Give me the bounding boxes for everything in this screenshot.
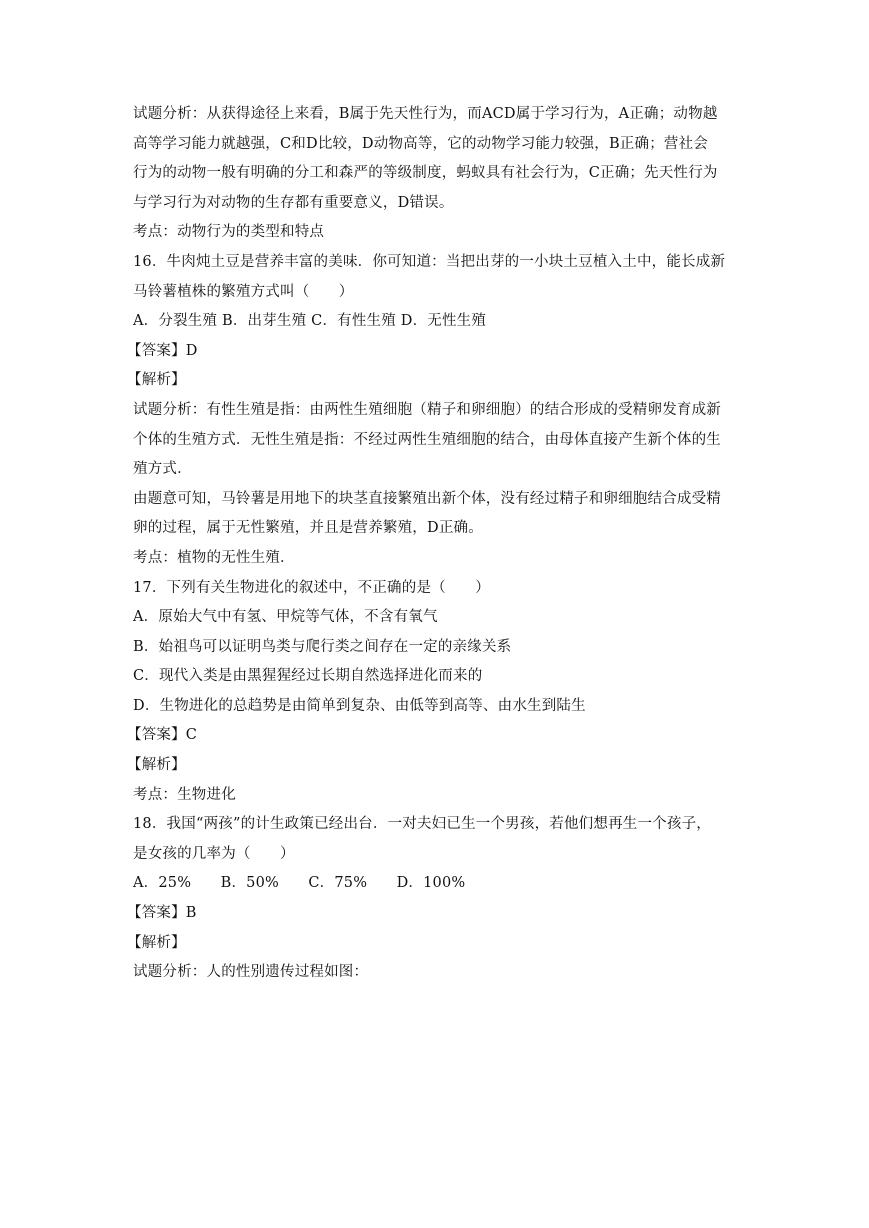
question-18-options: A．25% B．50% C．75% D．100%: [133, 875, 466, 892]
question-18-stem: 是女孩的几率为（ ）: [133, 845, 295, 862]
analysis-line: 试题分析：从获得途径上来看，B属于先天性行为，而ACD属于学习行为，A正确；动物越: [133, 106, 718, 122]
knowledge-point: 考点：生物进化: [133, 786, 236, 803]
knowledge-point: 考点：植物的无性生殖．: [133, 549, 295, 566]
analysis-line: 由题意可知，马铃薯是用地下的块茎直接繁殖出新个体，没有经过精子和卵细胞结合成受精: [133, 490, 721, 507]
analysis-line: 与学习行为对动物的生存都有重要意义，D错误。: [133, 194, 454, 211]
analysis-line: 高等学习能力就越强，C和D比较，D动物高等，它的动物学习能力较强，B正确；营社会: [133, 135, 708, 152]
analysis-label: 【解析】: [127, 934, 186, 951]
question-17-option-c: C．现代入类是由黑猩猩经过长期自然选择进化而来的: [133, 668, 483, 685]
analysis-line: 试题分析：有性生殖是指：由两性生殖细胞（精子和卵细胞）的结合形成的受精卵发育成新: [133, 401, 721, 418]
question-17-stem: 17．下列有关生物进化的叙述中，不正确的是（ ）: [133, 579, 490, 596]
analysis-line: 殖方式．: [133, 461, 192, 478]
question-17-option-d: D．生物进化的总趋势是由简单到复杂、由低等到高等、由水生到陆生: [133, 697, 586, 714]
analysis-label: 【解析】: [127, 372, 186, 389]
question-16-stem: 16．牛肉炖土豆是营养丰富的美味．你可知道：当把出芽的一小块土豆植入土中，能长成新: [133, 253, 726, 270]
knowledge-point: 考点：动物行为的类型和特点: [133, 224, 325, 241]
analysis-label: 【解析】: [127, 757, 186, 774]
question-17-option-a: A．原始大气中有氢、甲烷等气体，不含有氧气: [133, 609, 438, 626]
question-16-stem: 马铃薯植株的繁殖方式叫（ ）: [133, 283, 354, 300]
analysis-line: 行为的动物一般有明确的分工和森严的等级制度，蚂蚁具有社会行为，C正确；先天性行为: [133, 165, 718, 182]
document-body: [127, 100, 743, 988]
question-17-option-b: B．始祖鸟可以证明鸟类与爬行类之间存在一定的亲缘关系: [133, 638, 512, 655]
question-18-stem: 18．我国“两孩”的计生政策已经出台．一对夫妇已生一个男孩，若他们想再生一个孩子，: [133, 816, 711, 833]
analysis-line: 卵的过程，属于无性繁殖，并且是营养繁殖，D正确。: [133, 520, 483, 537]
question-16-options: A．分裂生殖 B．出芽生殖 C．有性生殖 D．无性生殖: [133, 313, 487, 330]
analysis-line: 个体的生殖方式．无性生殖是指：不经过两性生殖细胞的结合，由母体直接产生新个体的生: [133, 431, 721, 448]
answer-label: 【答案】D: [127, 342, 198, 359]
answer-label: 【答案】B: [127, 905, 197, 922]
analysis-line: 试题分析：人的性别遗传过程如图：: [133, 964, 369, 981]
answer-label: 【答案】C: [127, 727, 198, 744]
